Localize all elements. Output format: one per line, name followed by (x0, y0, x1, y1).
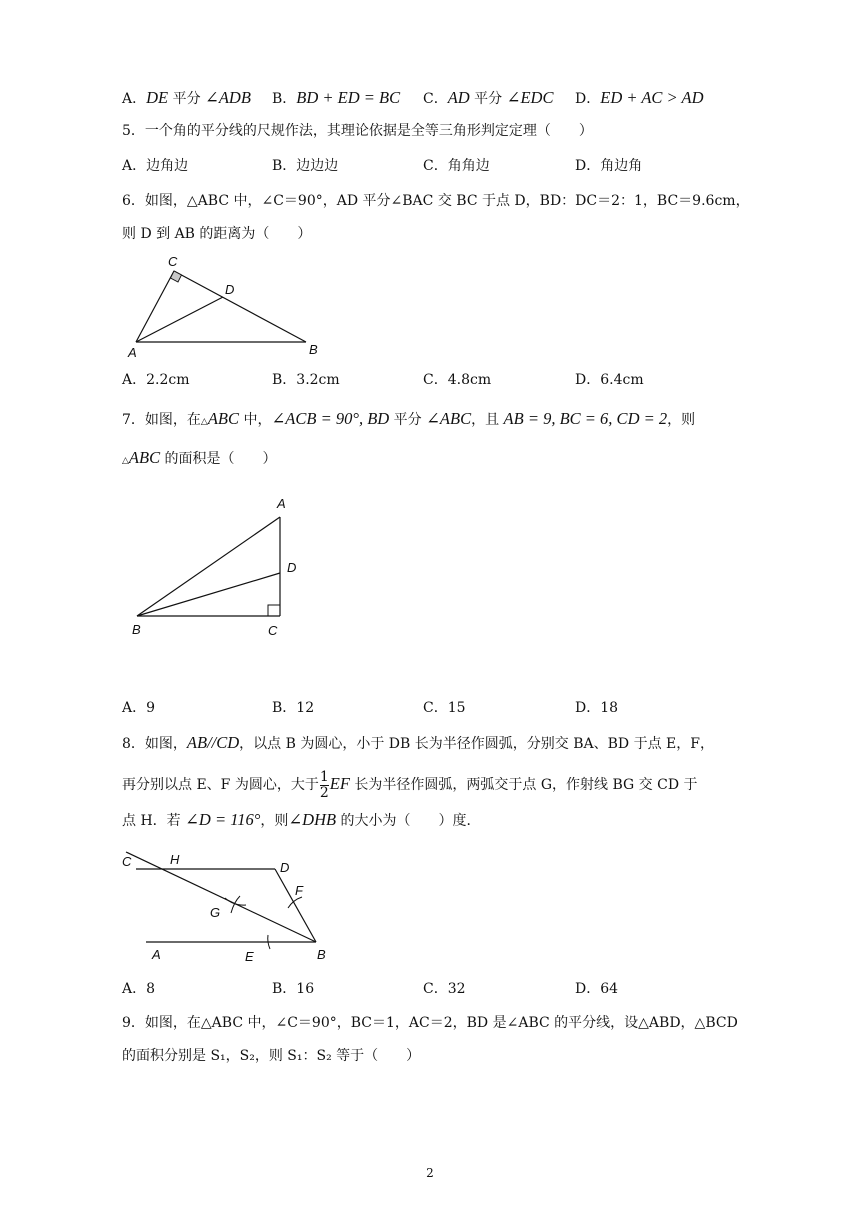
q9-stem-line2: 的面积分别是 S₁，S₂，则 S₁：S₂ 等于（ ） (122, 1048, 421, 1064)
q8-figure (118, 842, 338, 972)
q8-option-c: C．32 (423, 981, 466, 997)
q6-label-b: B (309, 342, 318, 357)
q4-option-d: D．ED + AC > AD (575, 88, 704, 107)
q6-segment-cb (174, 271, 306, 342)
q6-segment-ac (136, 271, 174, 342)
fraction-one-half: $\frac{1}{2}$ (319, 768, 329, 801)
q8-label-h: H (170, 852, 180, 867)
q8-label-d: D (280, 860, 290, 875)
q7-label-c: C (268, 623, 278, 638)
q7-right-angle-mark (268, 605, 280, 616)
q8-arc-f (288, 897, 302, 908)
q8-stem-line2: 再分别以点 E、F 为圆心，大于 $\frac{1}{2}$ EF 长为半径作圆弧，两弧交于点 G，作射线 BG 交 CD 于 (122, 768, 698, 801)
q8-option-a: A．8 (122, 981, 156, 997)
page-number: 2 (426, 1166, 434, 1180)
q6-option-c: C．4.8cm (423, 372, 492, 388)
q4-option-a: A．DE 平分 ∠ADB (122, 88, 251, 107)
q7-segment-ab (137, 517, 280, 616)
q6-label-d: D (225, 282, 235, 297)
q8-option-b: B．16 (272, 981, 315, 997)
q7-label-b: B (132, 622, 141, 637)
q8-label-e: E (245, 949, 254, 964)
q6-stem-line1: 6．如图，△ABC 中，∠C＝90°，AD 平分∠BAC 交 BC 于点 D，BD：DC＝2：1，BC＝9.6cm， (122, 193, 750, 209)
q7-stem-line2: △ABC 的面积是（ ） (122, 448, 277, 467)
q8-stem-line1: 8．如图，AB//CD，以点 B 为圆心，小于 DB 长为半径作圆弧，分别交 BA、BD 于点 E，F， (122, 733, 714, 752)
q6-stem-line2: 则 D 到 AB 的距离为（ ） (122, 226, 312, 242)
q5-option-d: D．角边角 (575, 158, 643, 174)
q6-label-a: A (128, 345, 137, 360)
q6-option-a: A．2.2cm (122, 372, 190, 388)
q7-label-a: A (277, 496, 286, 511)
q6-figure (120, 250, 340, 365)
q8-segment-db (275, 869, 316, 942)
q8-label-c: C (122, 854, 132, 869)
q6-segment-ad (136, 297, 223, 342)
q6-label-c: C (168, 254, 178, 269)
q7-option-d: D．18 (575, 700, 619, 716)
q5-stem: 5．一个角的平分线的尺规作法，其理论依据是全等三角形判定定理（ ） (122, 123, 593, 139)
q5-option-a: A．边角边 (122, 158, 189, 174)
q8-stem-line3: 点 H．若 ∠D = 116°，则∠DHB 的大小为（ ）度． (122, 810, 481, 829)
q9-stem-line1: 9．如图，在△ABC 中，∠C＝90°，BC＝1，AC＝2，BD 是∠ABC 的平分线，设△ABD，△BCD (122, 1015, 738, 1031)
q6-option-d: D．6.4cm (575, 372, 644, 388)
q7-stem-line1: 7．如图，在△ABC 中，∠ACB = 90°, BD 平分 ∠ABC，且 AB = 9, BC = 6, CD = 2，则 (122, 409, 696, 428)
q7-option-c: C．15 (423, 700, 466, 716)
q7-figure (125, 490, 315, 650)
q7-label-d: D (287, 560, 297, 575)
q6-option-b: B．3.2cm (272, 372, 340, 388)
q6-right-angle-mark (171, 271, 182, 282)
q5-option-b: B．边边边 (272, 158, 339, 174)
q8-label-f: F (295, 883, 303, 898)
q8-option-d: D．64 (575, 981, 619, 997)
q8-label-g: G (210, 905, 221, 920)
q8-label-a: A (152, 947, 161, 962)
q4-option-b: B．BD + ED = BC (272, 88, 401, 107)
q7-option-b: B．12 (272, 700, 315, 716)
q7-option-a: A．9 (122, 700, 156, 716)
q8-label-b: B (317, 947, 326, 962)
q4-option-c: C．AD 平分 ∠EDC (423, 88, 554, 107)
q5-option-c: C．角角边 (423, 158, 490, 174)
q7-segment-bd (137, 573, 280, 616)
